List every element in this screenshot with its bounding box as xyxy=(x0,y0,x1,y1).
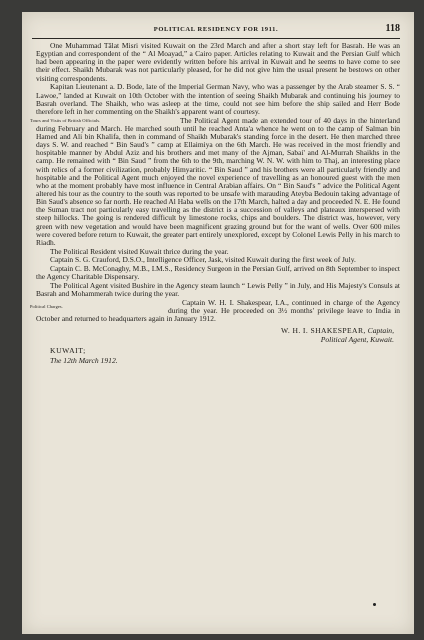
paragraph-mcconaghy: Captain C. B. McConaghy, M.B., I.M.S., Residency Surgeon in the Persian Gulf, arrived on 8th September to inspect the Agency Charitable Dispensary. xyxy=(36,264,400,282)
signature-name: W. H. I. SHAKESPEAR, xyxy=(280,326,366,336)
paragraph-talat-misri: One Muhammad Tâlat Misri visited Kuwait on the 23rd March and after a short stay left for Basrah. He was an Egyptian and correspondent of the “ Al Moayad,” a Cairo paper. Articles relating to Kuwait and the Persian Gulf which had been appearing in the paper were evidently written before his arrival in Kuwait and he seems to have come to see their effect. Shaikh Mubarak was not particularly pleased, for he did not give him the usual present he bestows on other visiting correspondents. xyxy=(36,41,400,83)
signature-rank: Captain, xyxy=(367,326,394,336)
paragraph-crauford: Captain S. G. Crauford, D.S.O., Intelligence Officer, Jask, visited Kuwait during the first week of July. xyxy=(50,255,356,265)
signature-block xyxy=(36,326,400,344)
paragraph-political-charge xyxy=(30,298,400,324)
charge-text: Captain W. H. I. Shakespear, I.A., continued in charge of the Agency during the year. He proceeded on 3½ months' privilege leave to India in October and returned to headquarters again in January 1912. xyxy=(36,298,400,324)
signature-title: Political Agent, Kuwait. xyxy=(320,335,394,345)
page-speck xyxy=(373,603,376,606)
paragraph-tour xyxy=(30,115,400,248)
place-date-block xyxy=(36,346,400,365)
side-note-tours: Tours and Visits of British Officials. xyxy=(30,117,101,123)
paragraph-bode: Kapitan Lieutenant a. D. Bode, late of the Imperial German Navy, who was a passenger by the Arab steamer S. S. “ Lawoe,” landed at Kuwait on 10th October with the intention of seeing Shaikh Mubarak and continuing his journey to Basrah overland. The Shaikh, who was asleep at the time, could not see him before the ship sailed and Herr Bode therefore left in her commenting on the Shaikh's apparent want of courtesy. xyxy=(36,82,400,116)
document-page xyxy=(22,12,414,634)
running-head: POLITICAL RESIDENCY FOR 1911. xyxy=(153,26,279,33)
place-date: The 12th March 1912. xyxy=(50,355,118,365)
place-name: KUWAIT; xyxy=(50,346,86,356)
page-number: 118 xyxy=(385,23,400,34)
side-note-political-charges: Political Charges. xyxy=(30,304,63,309)
tour-body-text: whence he went on to the camp of Salman bin Hamed and Ali bin Khalifa, then in command of Shaikh Mubarak's standing force in the desert. He then marched three days S. W. and reached “ Bin Saud's ” camp at Ellaimiya on the 6th March. He was received in the most friendly and hospitable manner by Abdul Aziz and his brothers and met many of the Ajman, Sabai' and Al-Murrah Shaikhs in the camp. He remained with “ Bin Saud ” from the 6th to the 9th, marching W. N. W. with him to Thaj, an interesting place with relics of a former civilization, probably Himyaritic. “ Bin Saud ” and his brothers were all particularly friendly and hospitable and the Political Agent much enjoyed the novel experience of travelling as an honoured guest with the men who at the moment probably have most influence in Central Arabian affairs. On “ Bin Saud's ” advice the Political Agent altered his tour as the country to the south was reported to be unsafe with marauding Ateyba Bedouin taking advantage of Bin Saud's absence so far north. He reached Al Haba wells on the 17th March, halted a day and proceeded N. E. He found the Suman tract not particularly easy travelling as the district is a succession of valleys and plateaux interspersed with steep hillocks. The going is rendered difficult by limestone rocks, chips and boulders. The district was, however, very green with new vegetation and would have been magnificent grazing ground but for the want of wells. Over 600 miles were covered before return to Kuwait, the greater part entirely unexplored, except by Colonel Lewis Pelly in his march to Riadh. xyxy=(36,123,400,247)
tour-intro-text: The Political Agent made an extended tour of 40 days in the hinterland during February and March. He marched south until he reached Anta'a xyxy=(36,115,400,133)
paragraph-resident-visits: The Political Resident visited Kuwait thrice during the year. xyxy=(50,246,229,256)
paragraph-bushire: The Political Agent visited Bushire in the Agency steam launch “ Lewis Pelly ” in July, and His Majesty's Consuls at Basrah and Mohammerah twice during the year. xyxy=(36,281,400,299)
document-body xyxy=(30,41,400,365)
page-header xyxy=(32,24,400,39)
